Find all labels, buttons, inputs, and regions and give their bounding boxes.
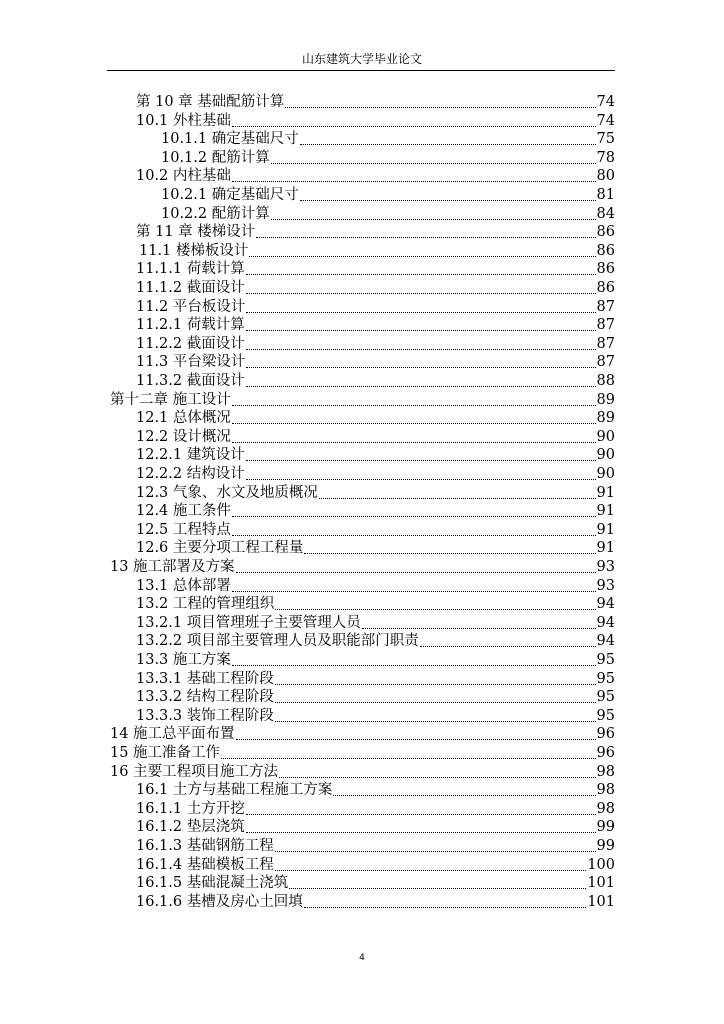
toc-dot-leader [300,144,596,145]
toc-entry-title: 13.2.2 项目部主要管理人员及职能部门职责 [136,633,419,649]
toc-entry-page: 100 [587,857,615,873]
toc-entry-title: 13.3.2 结构工程阶段 [136,689,274,705]
toc-entry-title: 10.2.1 确定基础尺寸 [161,187,299,203]
toc-entry-page: 94 [596,596,615,612]
toc-dot-leader [246,460,596,461]
toc-entry-title: 12.3 气象、水文及地质概况 [136,485,318,501]
toc-dot-leader [304,907,587,908]
toc-dot-leader [249,256,595,257]
toc-entry-page: 89 [596,392,615,408]
toc-entry[interactable] [136,465,615,484]
toc-entry-title: 11.3 平台梁设计 [136,354,246,370]
toc-dot-leader [246,814,596,815]
toc-entry-page: 101 [587,894,615,910]
toc-entry-page: 94 [596,633,615,649]
toc-entry-page: 84 [596,206,615,222]
toc-entry-title: 13.2 工程的管理组织 [136,596,275,612]
toc-dot-leader [275,870,587,871]
toc-entry-page: 96 [596,726,615,742]
toc-dot-leader [279,777,595,778]
toc-entry-title: 12.2.2 结构设计 [136,466,245,482]
toc-entry-title: 16.1.2 垫层浇筑 [136,819,245,835]
toc-entry-title: 16.1.1 土方开挖 [136,801,245,817]
toc-dot-leader [246,367,595,368]
toc-entry-page: 86 [596,224,615,240]
toc-entry-page: 99 [596,838,615,854]
toc-entry-title: 13.3.3 装饰工程阶段 [136,708,274,724]
toc-entry[interactable] [161,186,615,205]
toc-dot-leader [232,181,596,182]
toc-entry[interactable] [136,670,615,689]
toc-entry[interactable] [136,353,615,372]
toc-entry-title: 16.1.5 基础混凝土浇筑 [136,875,289,891]
toc-entry-title: 10.2 内柱基础 [136,168,231,184]
toc-entry[interactable] [161,130,615,149]
toc-entry-page: 90 [596,429,615,445]
toc-entry-page: 99 [596,819,615,835]
toc-dot-leader [246,274,596,275]
toc-dot-leader [420,646,596,647]
toc-entry-title: 11.2 平台板设计 [136,299,246,315]
toc-entry[interactable] [136,428,615,447]
toc-entry-page: 95 [596,689,615,705]
toc-entry-page: 81 [596,187,615,203]
toc-dot-leader [246,386,596,387]
toc-entry[interactable] [161,149,615,168]
toc-entry[interactable] [136,223,615,242]
toc-entry[interactable] [136,539,615,558]
header-rule [107,70,615,71]
toc-entry[interactable] [136,874,615,893]
toc-entry-title: 第十二章 施工设计 [110,392,231,408]
toc-entry-page: 90 [596,466,615,482]
toc-entry-page: 78 [596,150,615,166]
toc-entry[interactable] [136,632,615,651]
toc-entry[interactable] [110,725,615,744]
toc-entry-page: 101 [587,875,615,891]
toc-entry[interactable] [136,781,615,800]
toc-entry-title: 13 施工部署及方案 [110,559,235,575]
toc-entry-title: 12.2.1 建筑设计 [136,447,245,463]
toc-entry-title: 10.1.1 确定基础尺寸 [161,131,299,147]
toc-dot-leader [221,758,595,759]
toc-entry[interactable] [136,279,615,298]
toc-dot-leader [285,107,595,108]
toc-entry[interactable] [136,502,615,521]
toc-dot-leader [275,684,596,685]
toc-entry-title: 13.2.1 项目管理班子主要管理人员 [136,615,361,631]
toc-dot-leader [232,535,596,536]
toc-entry[interactable] [136,409,615,428]
toc-entry[interactable] [110,763,615,782]
toc-entry-page: 96 [596,745,615,761]
toc-entry[interactable] [136,260,615,279]
toc-entry-title: 11.2.1 荷载计算 [136,317,245,333]
toc-entry-page: 98 [596,764,615,780]
toc-entry-page: 87 [596,354,615,370]
toc-entry-page: 91 [596,522,615,538]
toc-dot-leader [271,219,596,220]
toc-entry[interactable] [136,93,615,112]
toc-entry-title: 15 施工准备工作 [110,745,221,761]
toc-entry[interactable] [136,856,615,875]
toc-dot-leader [232,423,596,424]
toc-entry[interactable] [110,744,615,763]
toc-dot-leader [232,126,596,127]
toc-entry[interactable] [161,205,615,224]
toc-entry[interactable] [136,707,615,726]
toc-entry[interactable] [136,521,615,540]
toc-entry-title: 12.6 主要分项工程工程量 [136,540,304,556]
toc-entry-page: 89 [596,410,615,426]
toc-dot-leader [304,553,595,554]
toc-entry-page: 93 [596,559,615,575]
toc-entry-title: 11.1 楼梯板设计 [139,243,249,259]
toc-entry-title: 第 10 章 基础配筋计算 [136,94,285,110]
toc-dot-leader [236,572,596,573]
toc-entry-title: 16.1.4 基础模板工程 [136,857,274,873]
toc-dot-leader [289,888,586,889]
toc-entry-title: 11.1.1 荷载计算 [136,261,245,277]
toc-entry[interactable] [136,595,615,614]
toc-entry[interactable] [139,242,615,261]
toc-entry-title: 12.5 工程特点 [136,522,231,538]
toc-entry[interactable] [136,484,615,503]
toc-dot-leader [246,349,596,350]
toc-entry[interactable] [136,167,615,186]
toc-entry-title: 16.1 土方与基础工程施工方案 [136,782,333,798]
toc-entry-title: 12.4 施工条件 [136,503,231,519]
toc-entry[interactable] [136,688,615,707]
toc-entry-page: 95 [596,708,615,724]
toc-entry-title: 14 施工总平面布置 [110,726,235,742]
page-header: 山东建筑大学毕业论文 [301,52,422,66]
toc-entry[interactable] [110,391,615,410]
toc-dot-leader [300,200,596,201]
toc-dot-leader [232,591,596,592]
toc-entry[interactable] [136,818,615,837]
toc-entry[interactable] [136,893,615,912]
toc-entry-page: 86 [596,280,615,296]
toc-dot-leader [236,739,596,740]
toc-dot-leader [275,702,596,703]
toc-entry-page: 86 [596,261,615,277]
toc-entry-page: 91 [596,540,615,556]
toc-entry-page: 86 [596,243,615,259]
toc-dot-leader [232,516,596,517]
toc-entry-page: 95 [596,652,615,668]
toc-entry-title: 13.1 总体部署 [136,578,231,594]
page-number: 4 [359,953,365,963]
toc-entry-page: 88 [596,373,615,389]
toc-entry-title: 12.1 总体概况 [136,410,231,426]
toc-dot-leader [232,442,596,443]
toc-entry[interactable] [136,112,615,131]
toc-dot-leader [246,832,596,833]
toc-dot-leader [275,721,596,722]
toc-entry-page: 75 [596,131,615,147]
toc-dot-leader [246,312,595,313]
toc-entry-page: 94 [596,615,615,631]
toc-dot-leader [232,405,596,406]
toc-entry[interactable] [136,614,615,633]
toc-dot-leader [319,498,596,499]
toc-entry-title: 10.1.2 配筋计算 [161,150,270,166]
toc-entry[interactable] [136,837,615,856]
toc-entry[interactable] [136,577,615,596]
toc-dot-leader [256,237,595,238]
toc-entry[interactable] [136,372,615,391]
toc-entry-page: 95 [596,671,615,687]
toc-entry-title: 第 11 章 楼梯设计 [136,224,256,240]
toc-entry-page: 90 [596,447,615,463]
toc-dot-leader [246,293,596,294]
toc-entry-title: 13.3.1 基础工程阶段 [136,671,274,687]
toc-dot-leader [333,795,595,796]
toc-entry[interactable] [136,298,615,317]
toc-entry-page: 87 [596,317,615,333]
toc-dot-leader [275,851,596,852]
toc-entry-title: 10.2.2 配筋计算 [161,206,270,222]
toc-entry-page: 98 [596,801,615,817]
toc-dot-leader [246,330,596,331]
toc-entry[interactable] [136,316,615,335]
toc-entry[interactable] [136,800,615,819]
toc-entry-title: 16 主要工程项目施工方法 [110,764,279,780]
toc-entry[interactable] [136,446,615,465]
toc-dot-leader [275,609,595,610]
toc-dot-leader [246,479,596,480]
toc-dot-leader [232,665,596,666]
toc-entry-page: 91 [596,485,615,501]
toc-entry-page: 74 [596,94,615,110]
toc-entry-page: 80 [596,168,615,184]
toc-entry-title: 10.1 外柱基础 [136,113,231,129]
toc-entry-title: 11.1.2 截面设计 [136,280,245,296]
toc-entry[interactable] [136,651,615,670]
toc-entry[interactable] [110,558,615,577]
toc-entry-title: 16.1.6 基槽及房心土回填 [136,894,303,910]
toc-entry-title: 16.1.3 基础钢筋工程 [136,838,274,854]
toc-entry-title: 13.3 施工方案 [136,652,231,668]
toc-dot-leader [362,628,596,629]
toc-entry-title: 11.3.2 截面设计 [136,373,245,389]
toc-dot-leader [271,163,596,164]
toc-entry-page: 87 [596,299,615,315]
toc-entry-page: 98 [596,782,615,798]
toc-entry-title: 11.2.2 截面设计 [136,336,245,352]
toc-entry-page: 93 [596,578,615,594]
toc-entry-title: 12.2 设计概况 [136,429,231,445]
toc-entry-page: 91 [596,503,615,519]
toc-entry-page: 87 [596,336,615,352]
toc-entry-page: 74 [596,113,615,129]
toc-entry[interactable] [136,335,615,354]
